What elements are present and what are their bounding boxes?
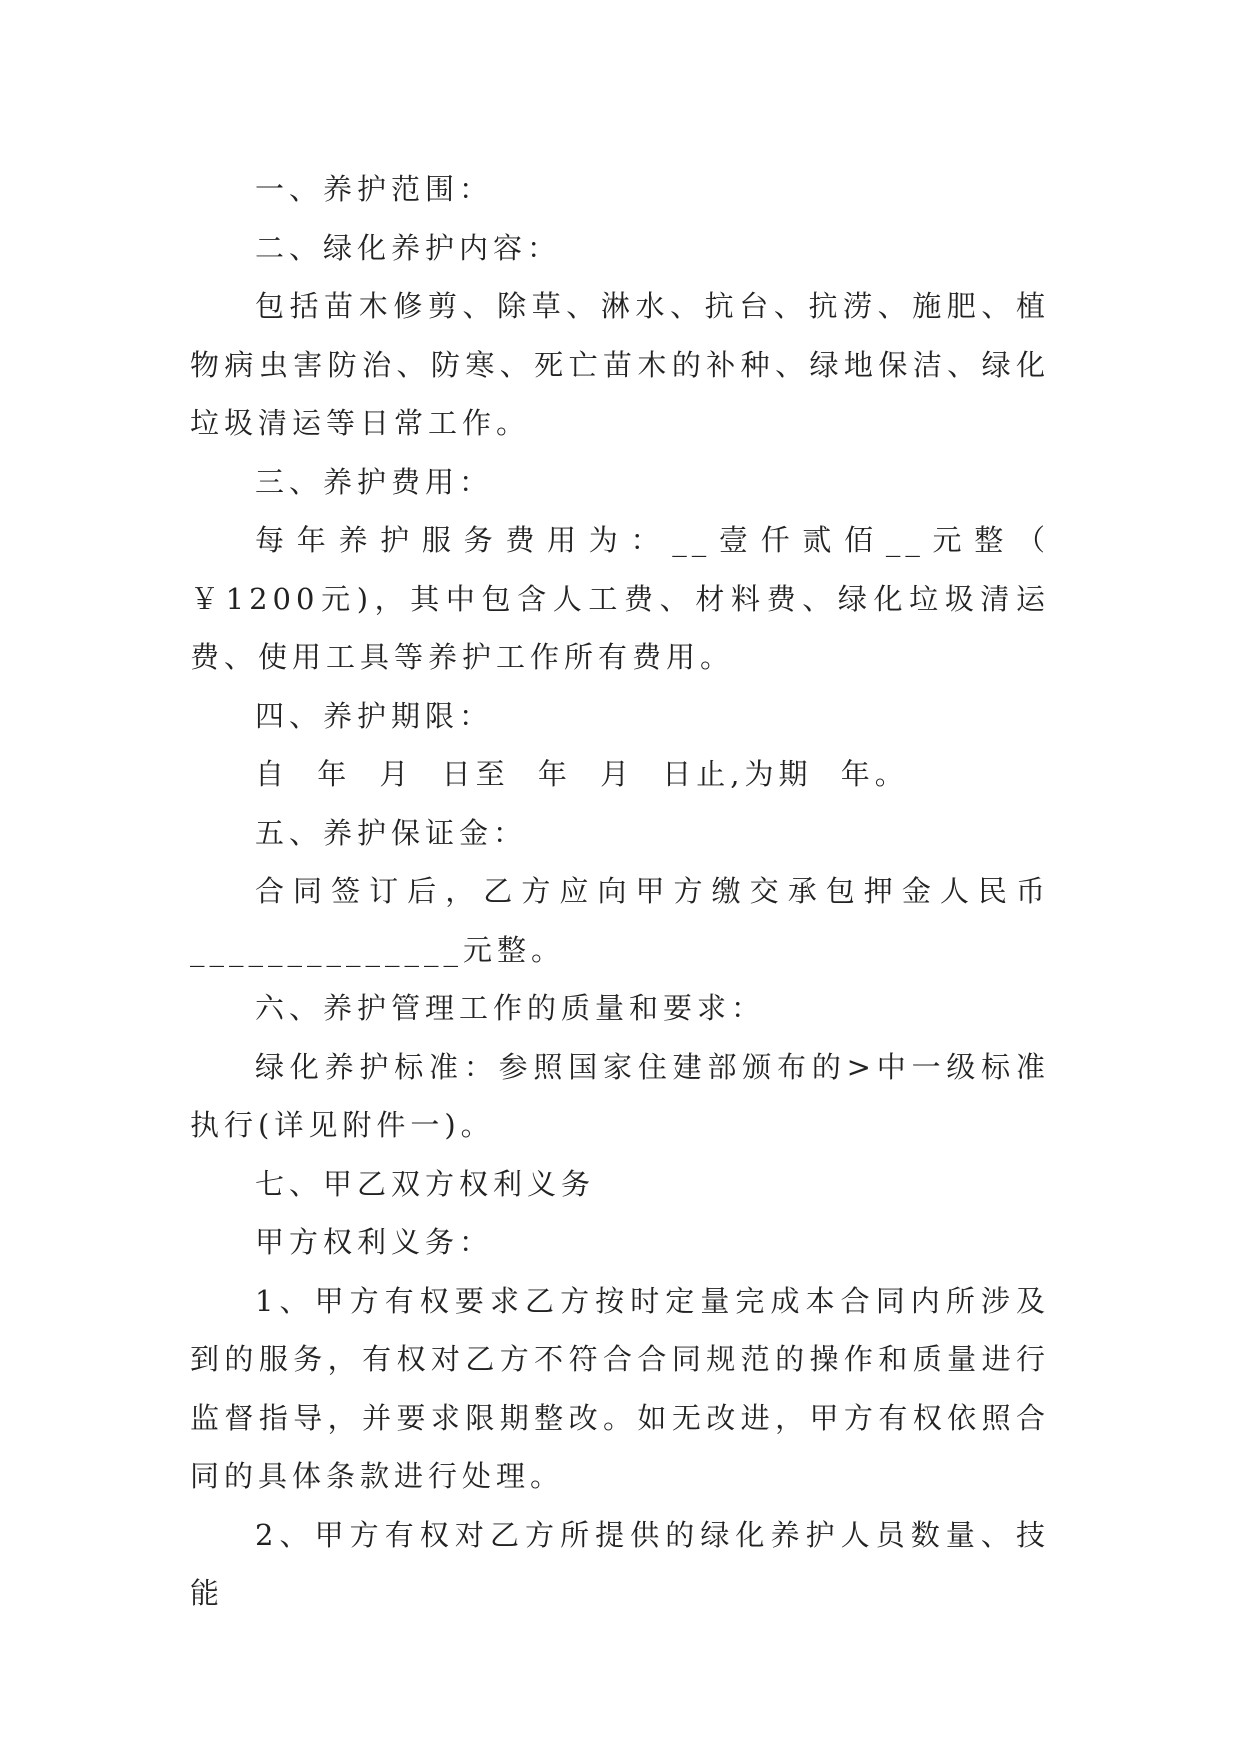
section-heading-maintenance-scope: 一、养护范围： (255, 172, 494, 206)
clause-item-2: 2、甲方有权对乙方所提供的绿化养护人员数量、技能 (190, 1517, 1050, 1610)
section-heading-maintenance-fee: 三、养护费用： (255, 464, 494, 499)
paragraph-maintenance-fee: 每年养护服务费用为：__壹仟贰佰__元整（ ￥1200元)，其中包含人工费、材料费、绿化垃圾清运费、使用工具等养护工作所有费用。 (190, 523, 1050, 674)
document-body (190, 160, 1050, 1623)
section-heading-maintenance-content: 二、绿化养护内容： (255, 230, 562, 265)
clause-item-1: 1、甲方有权要求乙方按时定量完成本合同内所涉及到的服务，有权对乙方不符合合同规范的操作和质量进行监督指导，并要求限期整改。如无改进，甲方有权依照合同的具体条款进行处理。 (190, 1283, 1050, 1493)
paragraph-maintenance-content: 包括苗木修剪、除草、淋水、抗台、抗涝、施肥、植物病虫害防治、防寒、死亡苗木的补种、绿地保洁、绿化垃圾清运等日常工作。 (190, 289, 1050, 440)
section-heading-deposit: 五、养护保证金： (255, 815, 528, 850)
section-heading-rights-obligations: 七、甲乙双方权利义务 (255, 1166, 596, 1201)
paragraph-maintenance-period: 自 年 月 日至 年 月 日止,为期 年。 (255, 757, 909, 791)
section-heading-maintenance-period: 四、养护期限： (255, 698, 494, 733)
section-heading-quality-requirements: 六、养护管理工作的质量和要求： (255, 991, 766, 1025)
paragraph-quality-standard: 绿化养护标准：参照国家住建部颁布的>中一级标准执行(详见附件一)。 (190, 1049, 1050, 1142)
paragraph-deposit: 合同签订后，乙方应向甲方缴交承包押金人民币______________元整。 (190, 874, 1050, 967)
subheading-party-a-rights: 甲方权利义务： (255, 1225, 494, 1259)
